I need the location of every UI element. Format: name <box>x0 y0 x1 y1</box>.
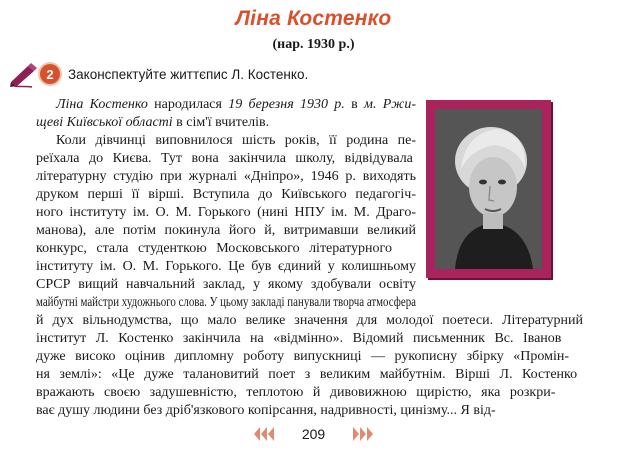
text-line: ного інституту ім. О. М. Горького (нині НПУ ім. М. Драго- <box>36 205 416 220</box>
text-line: інститут Л. Костенко закінчила на «відмінно». Відомий письменник Вс. Іванов <box>36 331 562 346</box>
text-line: ває душу людини без дріб'язкового копірсання, надривності, цинізму... Я від- <box>36 403 496 418</box>
page-number: 209 <box>301 426 326 442</box>
text-segment: в <box>344 97 365 112</box>
text-line: й дух вільнодумства, що мало велике значення для молодої поетеси. Літературний <box>36 313 583 328</box>
text-line: дуже високо оцінив дипломну роботу випускниці — рукописну збірку «Промін- <box>36 349 570 364</box>
text-line: конкурс, стала студенткою Московського літературного <box>36 241 392 256</box>
text-segment: 19 березня 1930 р. <box>228 97 345 112</box>
text-line: реїхала до Києва. Тут вона закінчила школу, відвідувала <box>36 151 413 166</box>
page-title: Ліна Костенко <box>235 7 392 30</box>
text-line: манова), але потім покинула його й, витримавши великий <box>36 223 416 238</box>
text-line: СРСР вищий навчальний заклад, у якому здобували освіту <box>36 277 416 292</box>
task-instruction: Законспектуйте життєпис Л. Костенко. <box>68 66 309 82</box>
text-segment: щеві Київської області <box>36 115 173 130</box>
text-segment: в сім'ї вчителів. <box>172 115 270 130</box>
page-footer <box>0 424 627 444</box>
text-line: вражають своєю задушевністю, теплотою й дивовижною щирістю, яка розкри- <box>36 385 556 400</box>
text-line: інституту ім. О. М. Горького. Це був єдиний у колишньому <box>36 259 416 274</box>
text-line: майбутні майстри художнього слова. У цьому закладі панували творча атмосфера <box>36 295 416 310</box>
text-line: Коли дівчинці виповнилося шість років, її родина пе- <box>56 133 416 148</box>
task-number-badge: 2 <box>40 64 60 84</box>
chevrons-left-icon[interactable] <box>254 427 274 441</box>
text-segment: народилася <box>147 97 229 112</box>
text-line <box>36 114 269 132</box>
text-line <box>56 96 416 114</box>
page-subtitle: (нар. 1930 р.) <box>272 37 355 52</box>
text-segment: м. Ржи- <box>364 97 416 112</box>
chevrons-right-icon[interactable] <box>353 427 373 441</box>
text-line: друком перші її вірші. Вступила до Київського педагогіч- <box>36 187 416 202</box>
text-segment: Ліна Костенко <box>56 97 148 112</box>
text-line: ня землі»: «Це дуже талановитий поет з великим майбутнім. Вірші Л. Костенко <box>36 367 578 382</box>
text-line: літературну студію при журналі «Дніпро», 1946 р. виходять <box>36 169 416 184</box>
